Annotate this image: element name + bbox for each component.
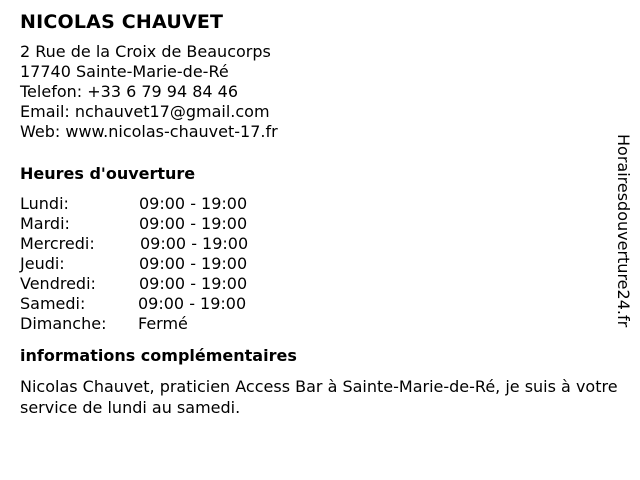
hours-row-lundi bbox=[20, 194, 625, 214]
time-value: 09:00 - 19:00 bbox=[139, 274, 248, 293]
time-value: 09:00 - 19:00 bbox=[140, 234, 249, 253]
hours-row-mardi bbox=[20, 214, 625, 234]
site-watermark: Horairesdouverture24.fr bbox=[614, 134, 633, 328]
address-street: 2 Rue de la Croix de Beaucorps bbox=[20, 42, 271, 61]
hours-row-vendredi bbox=[20, 274, 625, 294]
info-heading: informations complémentaires bbox=[20, 346, 297, 365]
day-label: Samedi: bbox=[20, 294, 86, 313]
hours-table bbox=[20, 194, 625, 334]
time-value: Fermé bbox=[138, 314, 188, 333]
phone-line: Telefon: +33 6 79 94 84 46 bbox=[20, 82, 239, 101]
hours-heading: Heures d'ouverture bbox=[20, 164, 196, 183]
hours-row-dimanche bbox=[20, 314, 625, 334]
day-label: Vendredi: bbox=[20, 274, 96, 293]
day-label: Lundi: bbox=[20, 194, 69, 213]
day-label: Dimanche: bbox=[20, 314, 107, 333]
info-description: Nicolas Chauvet, praticien Access Bar à Sainte-Marie-de-Ré, je suis à votre service de lundi au samedi. bbox=[20, 377, 618, 417]
time-value: 09:00 - 19:00 bbox=[139, 254, 248, 273]
day-label: Mercredi: bbox=[20, 234, 95, 253]
hours-row-mercredi bbox=[20, 234, 625, 254]
web-line: Web: www.nicolas-chauvet-17.fr bbox=[20, 122, 278, 141]
time-value: 09:00 - 19:00 bbox=[139, 214, 248, 233]
email-line: Email: nchauvet17@gmail.com bbox=[20, 102, 270, 121]
day-label: Jeudi: bbox=[20, 254, 65, 273]
time-value: 09:00 - 19:00 bbox=[139, 194, 248, 213]
time-value: 09:00 - 19:00 bbox=[138, 294, 247, 313]
address-city: 17740 Sainte-Marie-de-Ré bbox=[20, 62, 229, 81]
hours-row-samedi bbox=[20, 294, 625, 314]
address-block bbox=[20, 42, 625, 142]
day-label: Mardi: bbox=[20, 214, 70, 233]
hours-row-jeudi bbox=[20, 254, 625, 274]
business-name: NICOLAS CHAUVET bbox=[20, 11, 224, 33]
business-card bbox=[20, 10, 625, 418]
